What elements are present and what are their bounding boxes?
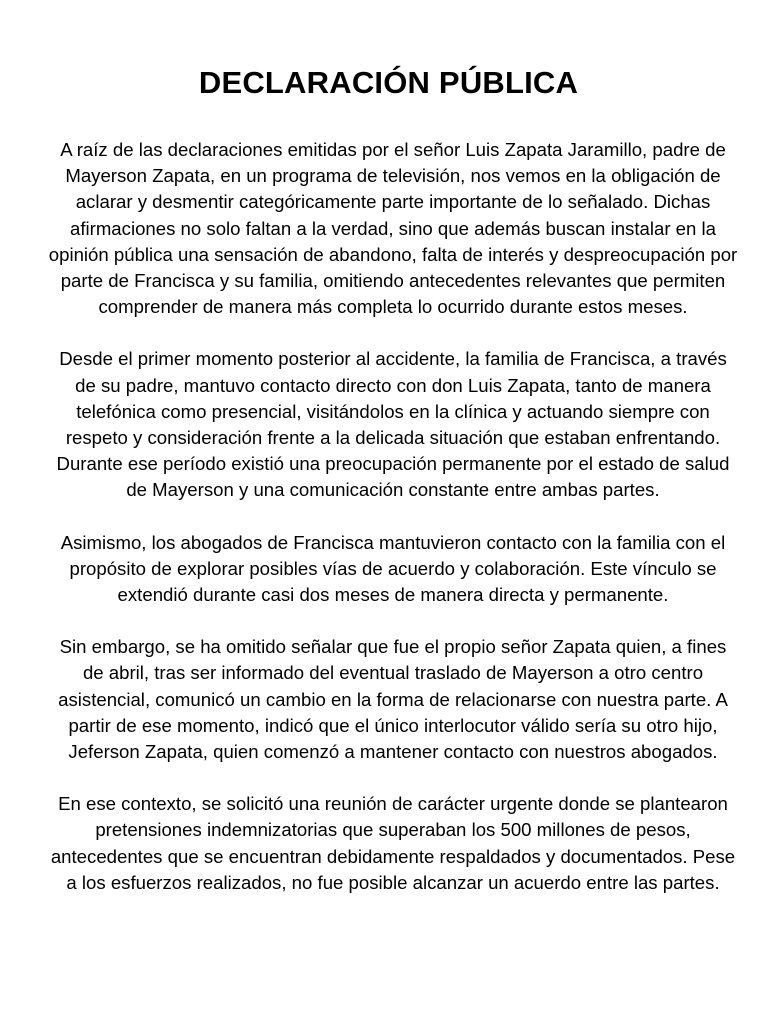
document-body	[48, 137, 738, 896]
paragraph-1: A raíz de las declaraciones emitidas por el señor Luis Zapata Jaramillo, padre de Mayerson Zapata, en un programa de televisión, nos vemos en la obligación de aclarar y desmentir categóricamente parte importante de lo señalado. Dichas afirmaciones no solo faltan a la verdad, sino que además buscan instalar en la opinión pública una sensación de abandono, falta de interés y despreocupación por parte de Francisca y su familia, omitiendo antecedentes relevantes que permiten comprender de manera más completa lo ocurrido durante estos meses.	[48, 139, 738, 318]
paragraph-5: En ese contexto, se solicitó una reunión de carácter urgente donde se plantearon pretensiones indemnizatorias que superaban los 500 millones de pesos, antecedentes que se encuentran debidamente respaldados y documentados. Pese a los esfuerzos realizados, no fue posible alcanzar un acuerdo entre las partes.	[50, 793, 736, 893]
paragraph-3: Asimismo, los abogados de Francisca mantuvieron contacto con la familia con el propósito de explorar posibles vías de acuerdo y colaboración. Este vínculo se extendió durante casi dos meses de manera directa y permanente.	[60, 531, 726, 606]
paragraph-4: Sin embargo, se ha omitido señalar que fue el propio señor Zapata quien, a fines de abril, tras ser informado del eventual traslado de Mayerson a otro centro asistencial, comunicó un cambio en la forma de relacionarse con nuestra parte. A partir de ese momento, indicó que el único interlocutor válido sería su otro hijo, Jeferson Zapata, quien comenzó a mantener contacto con nuestros abogados.	[58, 636, 728, 763]
document-title: DECLARACIÓN PÚBLICA	[198, 64, 579, 100]
paragraph-2: Desde el primer momento posterior al accidente, la familia de Francisca, a través de su padre, mantuvo contacto directo con don Luis Zapata, tanto de manera telefónica como presencial, visitándolos en la clínica y actuando siempre con respeto y consideración frente a la delicada situación que estaban enfrentando. Durante ese período existió una preocupación permanente por el estado de salud de Mayerson y una comunicación constante entre ambas partes.	[56, 348, 730, 501]
